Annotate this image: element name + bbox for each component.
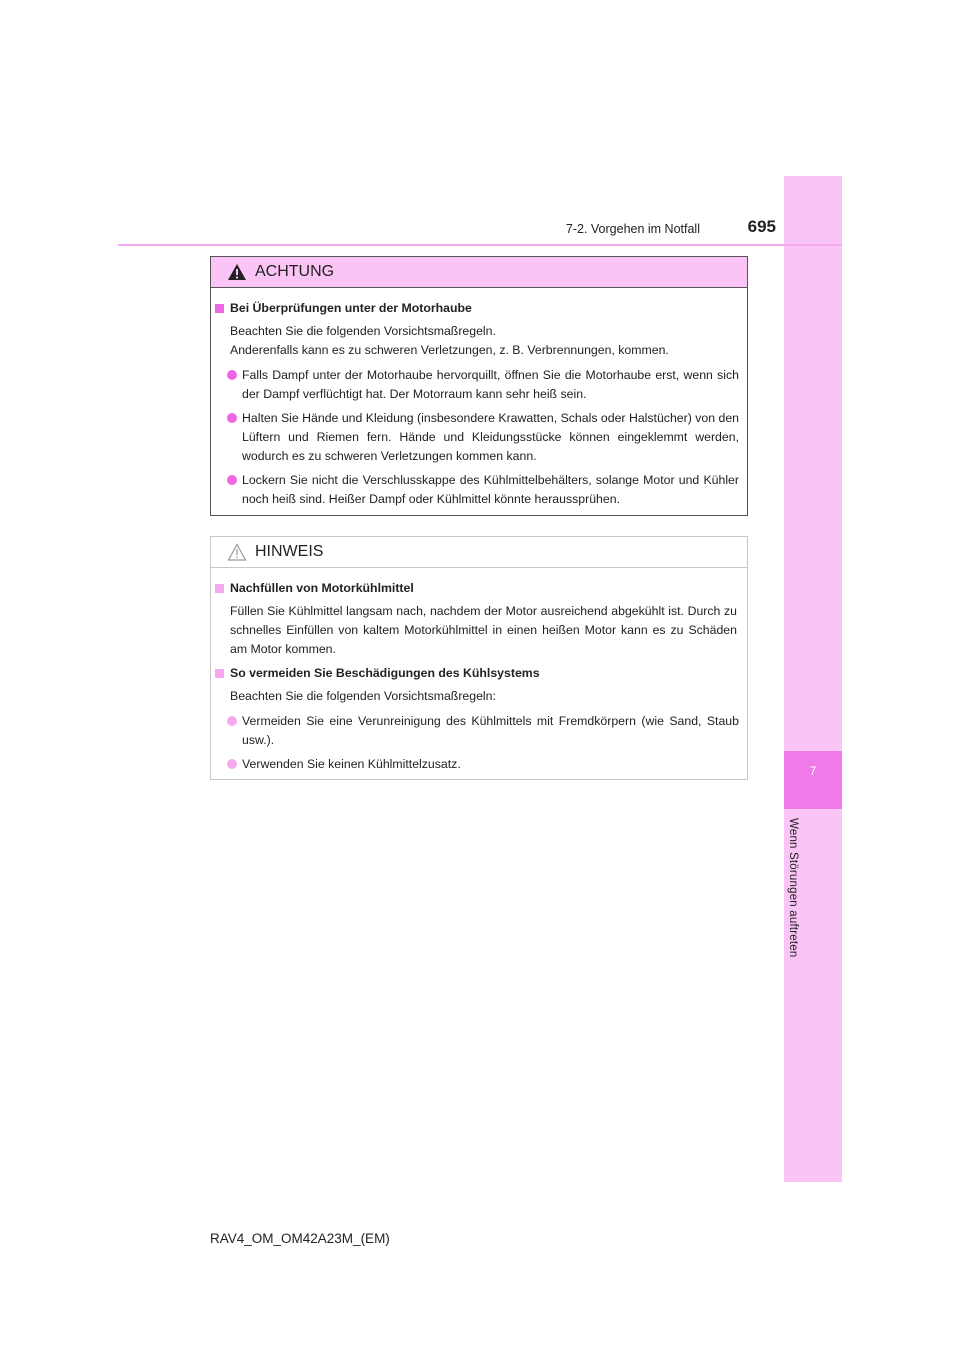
list-item: Vermeiden Sie eine Verunreinigung des Kühlmittels mit Fremdkörpern (wie Sand, Staub usw.). xyxy=(211,712,747,750)
list-item: Lockern Sie nicht die Verschlusskappe des Kühlmittelbehälters, solange Motor und Kühler noch heiß sind. Heißer Dampf oder Kühlmittel könnte heraussprühen. xyxy=(211,471,747,509)
warning-outline-icon xyxy=(227,543,247,561)
caution-section-title: Bei Überprüfungen unter der Motorhaube xyxy=(211,300,747,316)
notice-section-title: So vermeiden Sie Beschädigungen des Kühlsystems xyxy=(211,665,747,681)
caution-intro: Beachten Sie die folgenden Vorsichtsmaßregeln. Anderenfalls kann es zu schweren Verletzungen, z. B. Verbrennungen, kommen. xyxy=(230,324,669,357)
notice-section-title: Nachfüllen von Motorkühlmittel xyxy=(211,580,747,596)
caution-header xyxy=(211,257,747,288)
square-bullet-icon xyxy=(215,304,224,313)
list-item: Halten Sie Hände und Kleidung (insbesondere Krawatten, Schals oder Halstücher) von den Lüftern und Riemen fern. Hände und Kleidungsstücke können eingeklemmt werden, wodurch es zu schweren Verletzungen kommen kann. xyxy=(211,409,747,466)
caution-box xyxy=(210,256,748,516)
chapter-number: 7 xyxy=(809,764,817,778)
chapter-title: Wenn Störungen auftreten xyxy=(787,818,799,958)
chapter-side-tab xyxy=(784,176,842,1182)
square-bullet-icon xyxy=(215,669,224,678)
document-code: RAV4_OM_OM42A23M_(EM) xyxy=(210,1231,390,1246)
header-rule xyxy=(118,244,842,246)
notice-section-text: Füllen Sie Kühlmittel langsam nach, nachdem der Motor ausreichend abgekühlt ist. Durch zu schnelles Einfüllen von kaltem Motorkühlmittel in einen heißen Motor kann es zu Schäden am Motor kommen. xyxy=(230,604,737,656)
notice-header xyxy=(211,537,747,568)
notice-box xyxy=(210,536,748,780)
bullet-dot-icon xyxy=(227,475,237,485)
notice-label: HINWEIS xyxy=(255,543,324,560)
caution-label: ACHTUNG xyxy=(255,263,335,280)
bullet-dot-icon xyxy=(227,413,237,423)
page-number: 695 xyxy=(747,217,776,236)
list-item: Verwenden Sie keinen Kühlmittelzusatz. xyxy=(211,755,747,774)
bullet-dot-icon xyxy=(227,370,237,380)
notice-section-intro: Beachten Sie die folgenden Vorsichtsmaßregeln: xyxy=(230,689,496,703)
list-item: Falls Dampf unter der Motorhaube hervorquillt, öffnen Sie die Motorhaube erst, wenn sich der Dampf verflüchtigt hat. Der Motorraum kann sehr heiß sein. xyxy=(211,366,747,404)
warning-filled-icon xyxy=(227,263,247,281)
section-title: 7-2. Vorgehen im Notfall xyxy=(565,222,700,236)
square-bullet-icon xyxy=(215,584,224,593)
bullet-dot-icon xyxy=(227,759,237,769)
bullet-dot-icon xyxy=(227,716,237,726)
chapter-number-tab xyxy=(784,751,842,809)
